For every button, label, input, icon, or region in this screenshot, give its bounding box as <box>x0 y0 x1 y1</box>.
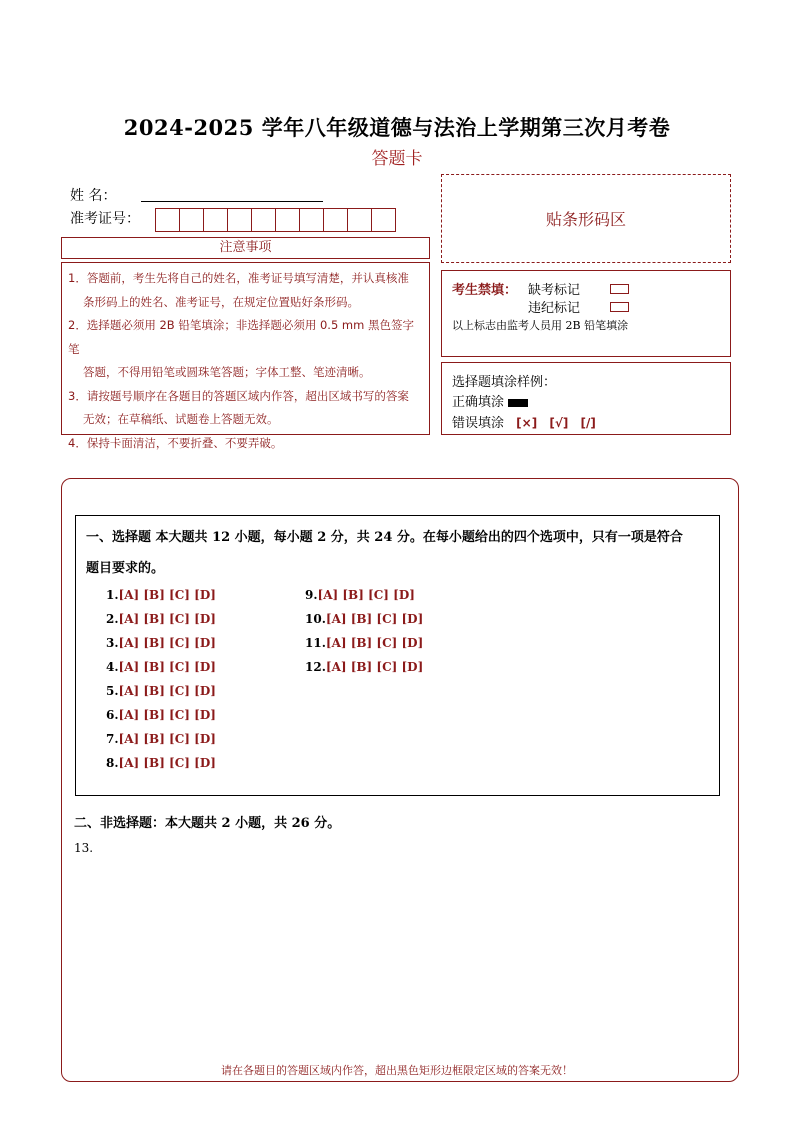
absent-mark-box[interactable] <box>610 284 629 294</box>
id-digit-box[interactable] <box>203 208 228 232</box>
question-row[interactable] <box>305 636 423 650</box>
question-number: 8. <box>106 756 119 770</box>
id-digit-box[interactable] <box>323 208 348 232</box>
question-13-answer-area[interactable] <box>74 860 719 1050</box>
answer-choices[interactable]: [A] [B] [C] [D] <box>317 588 415 602</box>
question-row[interactable] <box>305 660 423 674</box>
id-boxes[interactable] <box>155 208 395 232</box>
id-digit-box[interactable] <box>179 208 204 232</box>
barcode-label: 贴条形码区 <box>545 210 626 229</box>
name-field[interactable] <box>141 201 323 202</box>
question-number: 4. <box>106 660 119 674</box>
question-row[interactable] <box>106 636 216 650</box>
question-number: 12. <box>305 660 326 674</box>
id-digit-box[interactable] <box>371 208 396 232</box>
id-digit-box[interactable] <box>299 208 324 232</box>
answer-choices[interactable]: [A] [B] [C] [D] <box>118 756 216 770</box>
id-digit-box[interactable] <box>347 208 372 232</box>
answer-choices[interactable]: [A] [B] [C] [D] <box>118 732 216 746</box>
forbid-label: 考生禁填： <box>452 283 518 298</box>
sample-box <box>441 362 731 435</box>
question-number: 3. <box>106 636 119 650</box>
answer-choices[interactable]: [A] [B] [C] [D] <box>325 612 424 626</box>
page-subtitle: 答题卡 <box>371 149 423 169</box>
notice-item-2: 2．选择题必须用 2B 铅笔填涂；非选择题必须用 0.5 mm 黑色签字笔 <box>68 318 414 356</box>
question-row[interactable] <box>106 756 216 770</box>
question-row[interactable] <box>305 612 423 626</box>
barcode-area <box>441 174 731 263</box>
section1-title-line2: 题目要求的。 <box>86 561 165 576</box>
correct-label: 正确填涂 <box>452 395 505 410</box>
notice-item-2-cont: 答题，不得用铅笔或圆珠笔答题；字体工整、笔迹清晰。 <box>83 365 371 379</box>
answer-choices[interactable]: [A] [B] [C] [D] <box>118 684 216 698</box>
question-row[interactable] <box>106 708 216 722</box>
question-row[interactable] <box>106 684 216 698</box>
id-digit-box[interactable] <box>251 208 276 232</box>
wrong-mark-3: [/] <box>580 416 596 430</box>
id-digit-box[interactable] <box>275 208 300 232</box>
id-digit-box[interactable] <box>227 208 252 232</box>
question-13-label: 13. <box>74 841 94 855</box>
forbid-note: 以上标志由监考人员用 2B 铅笔填涂 <box>452 319 629 332</box>
answer-choices[interactable]: [A] [B] [C] [D] <box>325 636 424 650</box>
page-title: 2024-2025 学年八年级道德与法治上学期第三次月考卷 <box>123 115 671 140</box>
question-row[interactable] <box>106 588 216 602</box>
notice-item-1: 1．答题前，考生先将自己的姓名，准考证号填写清楚，并认真核准 <box>68 271 409 285</box>
multiple-choice-section <box>75 515 720 796</box>
question-number: 9. <box>305 588 318 602</box>
notice-item-3-cont: 无效；在草稿纸、试题卷上答题无效。 <box>83 412 279 426</box>
question-number: 1. <box>106 588 119 602</box>
id-label: 准考证号： <box>70 211 140 227</box>
wrong-label: 错误填涂 <box>452 416 505 431</box>
question-row[interactable] <box>106 732 216 746</box>
section1-title-rest: 本大题共 12 小题，每小题 2 分，共 24 分。在每小题给出的四个选项中，只有一项是符合 <box>151 530 683 545</box>
answer-choices[interactable]: [A] [B] [C] [D] <box>325 660 424 674</box>
answer-choices[interactable]: [A] [B] [C] [D] <box>118 588 216 602</box>
question-number: 2. <box>106 612 119 626</box>
question-number: 5. <box>106 684 119 698</box>
question-number: 11. <box>305 636 326 650</box>
question-row[interactable] <box>106 660 216 674</box>
wrong-mark-1: [×] <box>516 416 538 430</box>
notice-box <box>61 262 430 450</box>
wrong-mark-2: [√] <box>549 416 569 430</box>
question-row[interactable] <box>106 612 216 626</box>
id-digit-box[interactable] <box>155 208 180 232</box>
notice-item-4: 4．保持卡面清洁，不要折叠、不要弄破。 <box>68 435 283 450</box>
correct-fill-sample <box>508 399 528 407</box>
name-label: 姓 名： <box>70 188 117 204</box>
answer-choices[interactable]: [A] [B] [C] [D] <box>118 660 216 674</box>
notice-heading: 注意事项 <box>61 237 430 259</box>
section1-title-bold: 一、选择题 <box>86 530 152 545</box>
absent-label: 缺考标记 <box>528 283 581 298</box>
question-number: 6. <box>106 708 119 722</box>
question-number: 7. <box>106 732 119 746</box>
notice-item-3: 3．请按题号顺序在各题目的答题区域内作答，超出区域书写的答案 <box>68 388 409 403</box>
section2-title: 二、非选择题：本大题共 2 小题，共 26 分。 <box>74 816 341 831</box>
question-row[interactable] <box>305 588 415 602</box>
question-number: 10. <box>305 612 326 626</box>
violation-label: 违纪标记 <box>528 301 581 316</box>
sample-label: 选择题填涂样例： <box>452 375 557 390</box>
notice-item-1-cont: 条形码上的姓名、准考证号，在规定位置贴好条形码。 <box>83 294 359 309</box>
answer-choices[interactable]: [A] [B] [C] [D] <box>118 708 216 722</box>
footer-warning: 请在各题目的答题区域内作答，超出黑色矩形边框限定区域的答案无效！ <box>221 1064 573 1077</box>
answer-choices[interactable]: [A] [B] [C] [D] <box>118 636 216 650</box>
forbid-box <box>441 270 731 357</box>
answer-choices[interactable]: [A] [B] [C] [D] <box>118 612 216 626</box>
violation-mark-box[interactable] <box>610 302 629 312</box>
